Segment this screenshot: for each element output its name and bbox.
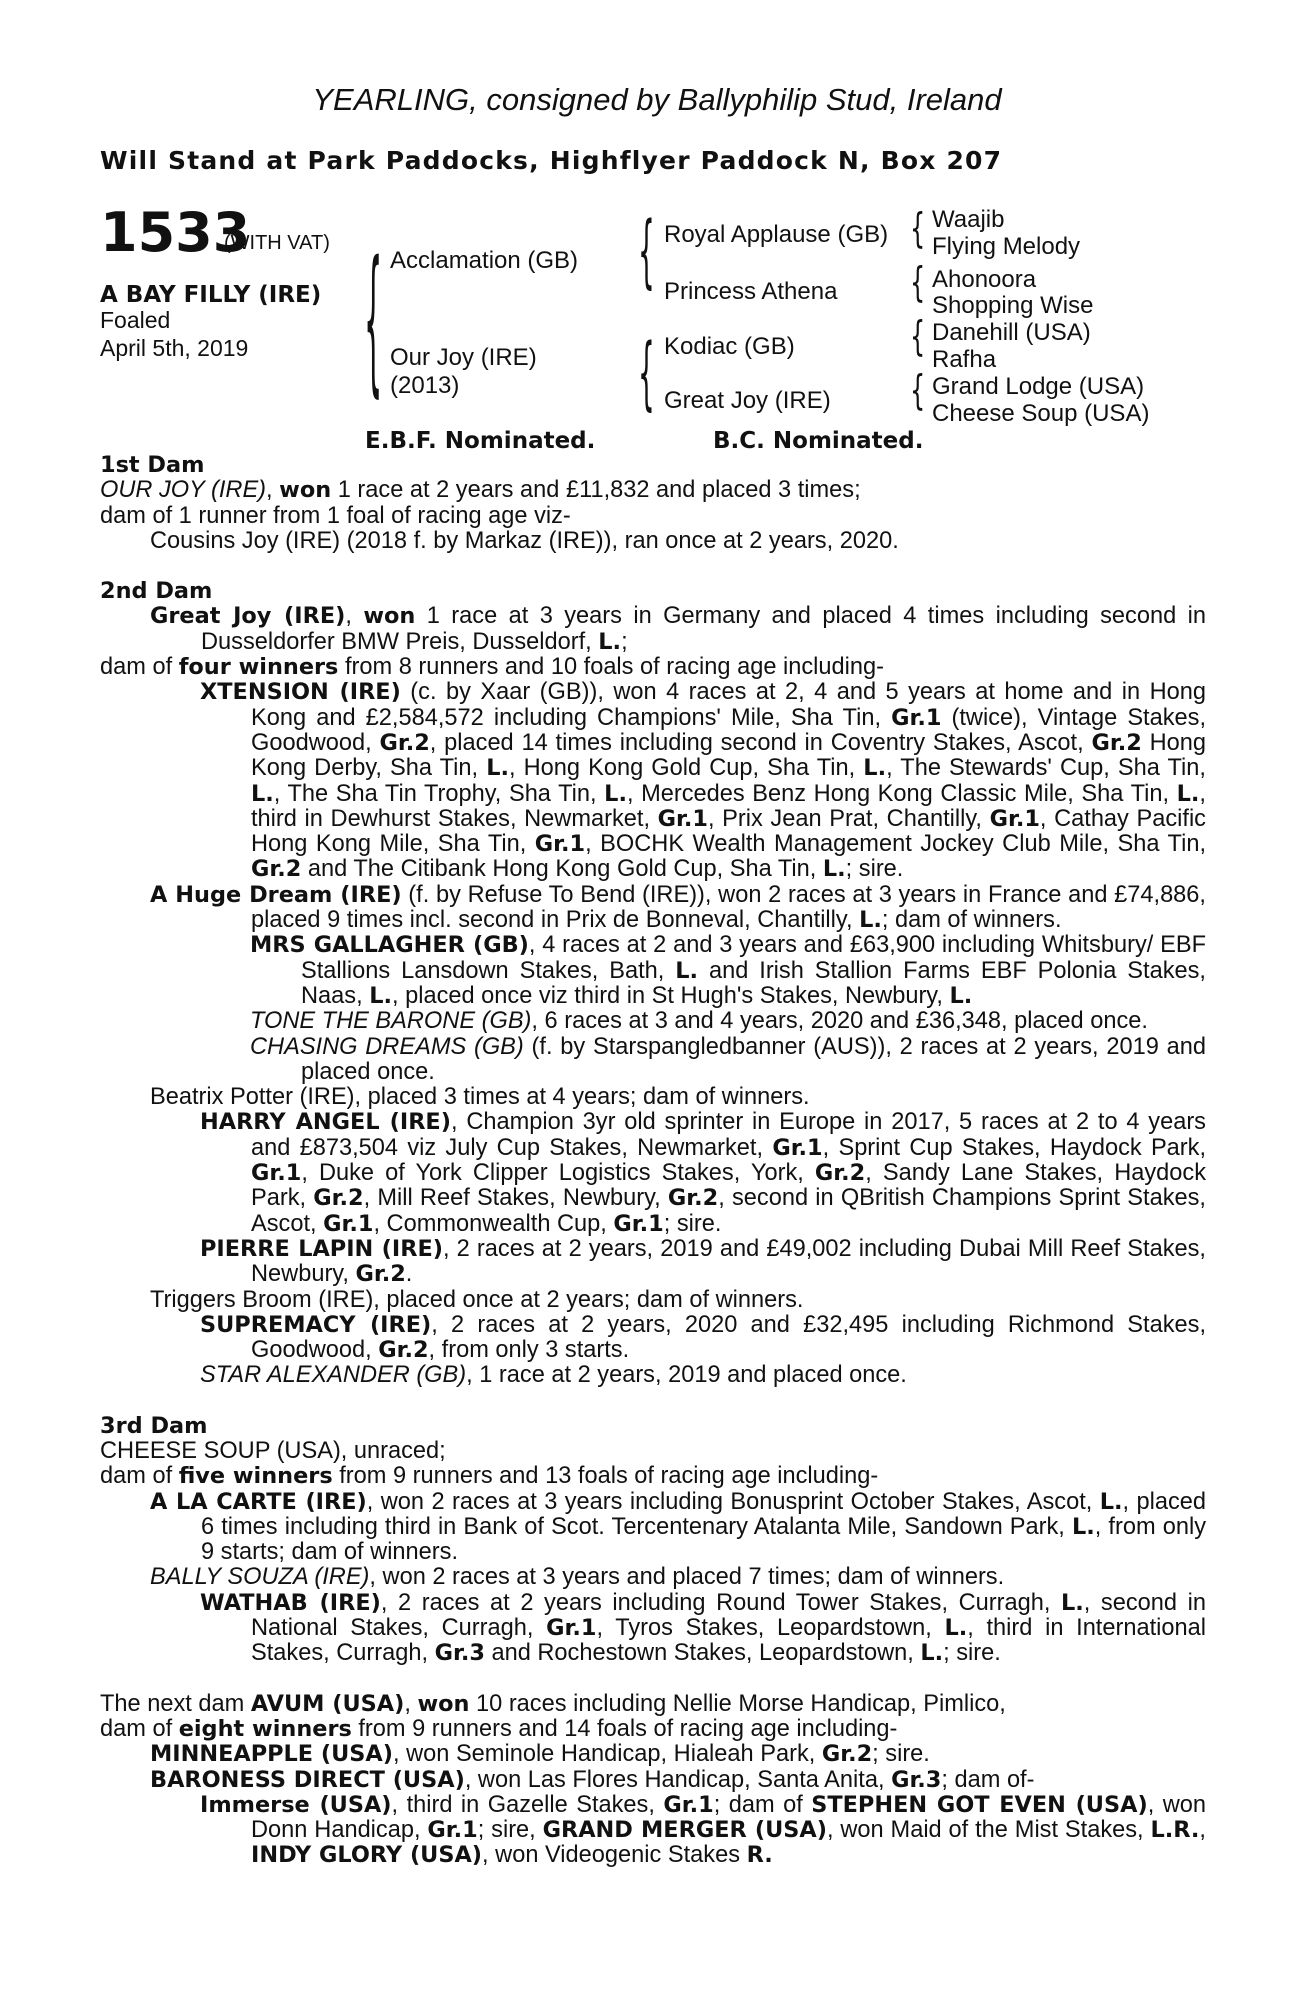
bold-text: Gr.2 bbox=[1091, 729, 1142, 756]
text-run: ; sire. bbox=[872, 1741, 930, 1768]
bold-text: PIERRE LAPIN (IRE) bbox=[200, 1235, 443, 1262]
bold-text: won bbox=[417, 1690, 470, 1717]
text-run: . bbox=[405, 1261, 413, 1288]
bold-text: MRS GALLAGHER (GB) bbox=[250, 932, 529, 959]
pedigree-brace-ggp-3: { bbox=[910, 312, 926, 361]
text-run: , Mill Reef Stakes, Newbury, bbox=[363, 1185, 668, 1212]
bold-text: L. bbox=[949, 982, 973, 1009]
bold-text: Gr.3 bbox=[434, 1640, 485, 1667]
text-run: , placed 6 times including third in Bank of Scot. Tercentenary Atalanta Mile, Sandown Park, bbox=[201, 1488, 1206, 1540]
text-run: , 2 races at 2 years including Round Tower Stakes, Curragh, bbox=[380, 1589, 1061, 1616]
text-run: and The Citibank Hong Kong Gold Cup, Sha Tin, bbox=[301, 856, 823, 883]
pedigree-ggp-5: Danehill (USA) bbox=[932, 319, 1091, 346]
bold-text: Great Joy (IRE) bbox=[150, 603, 346, 630]
text-run: , Hong Kong Gold Cup, Sha Tin, bbox=[508, 755, 864, 782]
bold-text: L. bbox=[859, 907, 882, 934]
bold-text: four winners bbox=[178, 654, 339, 681]
next-dam-record bbox=[100, 1692, 1206, 1717]
runner-bally-souza bbox=[100, 1565, 1206, 1590]
second-dam-produce bbox=[100, 655, 1206, 680]
text-run: , bbox=[345, 603, 364, 630]
bold-text: L. bbox=[920, 1640, 944, 1667]
text-run: from 9 runners and 13 foals of racing age including- bbox=[332, 1463, 879, 1490]
runner-triggers-broom bbox=[100, 1288, 1206, 1313]
text-run: , Prix Jean Prat, Chantilly, bbox=[707, 805, 990, 832]
pedigree-brace-ggp-2: { bbox=[910, 258, 926, 307]
pedigree-ggp-4: Shopping Wise bbox=[932, 292, 1094, 319]
bold-text: L. bbox=[604, 780, 627, 807]
bold-text: SUPREMACY (IRE) bbox=[200, 1311, 432, 1338]
bold-text: Immerse (USA) bbox=[200, 1791, 392, 1818]
pedigree-dam-sire: Kodiac (GB) bbox=[664, 333, 795, 360]
bold-text: Gr.1 bbox=[891, 704, 942, 731]
bold-text: STEPHEN GOT EVEN (USA) bbox=[811, 1791, 1148, 1818]
bold-text: A LA CARTE (IRE) bbox=[150, 1488, 367, 1515]
runner-xtension bbox=[100, 680, 1206, 882]
vat-note: (WITH VAT) bbox=[224, 232, 330, 254]
bold-text: Gr.2 bbox=[355, 1261, 406, 1288]
first-dam-line: OUR JOY (IRE), won 1 race at 2 years and £11,832 and placed 3 times; bbox=[100, 477, 861, 504]
pedigree-brace-main: { bbox=[364, 228, 383, 414]
runner-pierre-lapin bbox=[100, 1237, 1206, 1288]
second-dam-record bbox=[100, 604, 1206, 655]
bold-text: eight winners bbox=[178, 1715, 352, 1742]
bold-text: Gr.2 bbox=[378, 1337, 429, 1364]
text-run: dam of bbox=[100, 654, 179, 681]
bold-text: Gr.2 bbox=[379, 729, 430, 756]
bold-text: L.R. bbox=[1150, 1817, 1200, 1844]
text-run: , won Las Flores Handicap, Santa Anita, bbox=[464, 1766, 892, 1793]
text-run: , won 2 races at 3 years and placed 7 times; dam of winners. bbox=[369, 1564, 1005, 1591]
bold-text: Gr.2 bbox=[313, 1185, 364, 1212]
italic-text: TONE THE BARONE (GB) bbox=[250, 1008, 532, 1035]
text-run: CHEESE SOUP (USA), unraced; bbox=[100, 1437, 446, 1464]
text-run: , from only 9 starts; dam of winners. bbox=[201, 1513, 1207, 1566]
bold-text: Gr.2 bbox=[814, 1160, 866, 1187]
bold-text: L. bbox=[251, 780, 274, 807]
text-run: from 9 runners and 14 foals of racing age including- bbox=[351, 1715, 898, 1742]
pedigree-ggp-7: Grand Lodge (USA) bbox=[932, 373, 1145, 400]
runner-beatrix-potter bbox=[100, 1085, 1206, 1110]
bold-text: BARONESS DIRECT (USA) bbox=[150, 1766, 465, 1793]
text-run: Beatrix Potter (IRE), placed 3 times at 4 years; dam of winners. bbox=[150, 1084, 810, 1111]
runner-wathab bbox=[100, 1591, 1206, 1667]
pedigree-brace-sire: { bbox=[638, 205, 655, 298]
text-run: , won Maid of the Mist Stakes, bbox=[826, 1817, 1151, 1844]
bold-text: HARRY ANGEL (IRE) bbox=[200, 1109, 451, 1136]
text-run: , Sandy Lane Stakes, Haydock Park, bbox=[251, 1160, 1206, 1212]
text-run: , second in National Stakes, Curragh, bbox=[251, 1589, 1206, 1642]
bold-text: INDY GLORY (USA) bbox=[251, 1842, 483, 1869]
bold-text: Gr.1 bbox=[657, 805, 708, 832]
bold-text: L. bbox=[598, 628, 622, 655]
stand-location: Will Stand at Park Paddocks, Highflyer Paddock N, Box 207 bbox=[100, 146, 1003, 175]
text-run: , third in Dewhurst Stakes, Newmarket, bbox=[251, 780, 1206, 832]
runner-supremacy bbox=[100, 1313, 1206, 1364]
third-dam-name bbox=[100, 1439, 1206, 1464]
text-run: , won Seminole Handicap, Hialeah Park, bbox=[393, 1741, 822, 1768]
pedigree-sire-sire: Royal Applause (GB) bbox=[664, 221, 889, 248]
text-run: and Irish Stallion Farms EBF Polonia Stakes, Naas, bbox=[301, 957, 1206, 1009]
ebf-nominated: E.B.F. Nominated. bbox=[365, 428, 596, 454]
bold-text: Gr.2 bbox=[667, 1185, 719, 1212]
bold-text: R. bbox=[746, 1842, 773, 1869]
runner-a-la-carte bbox=[100, 1490, 1206, 1566]
pedigree-ggp-2: Flying Melody bbox=[932, 233, 1081, 260]
bold-text: WATHAB (IRE) bbox=[200, 1589, 381, 1616]
runner-baroness-direct bbox=[100, 1768, 1206, 1793]
text-run: ; sire. bbox=[943, 1640, 1001, 1667]
bold-text: Gr.1 bbox=[989, 805, 1040, 832]
pedigree-sire-dam: Princess Athena bbox=[664, 278, 838, 305]
bold-text: GRAND MERGER (USA) bbox=[542, 1817, 827, 1844]
text-run: ; bbox=[621, 628, 628, 655]
text-run: , The Stewards' Cup, Sha Tin, bbox=[886, 755, 1206, 782]
bold-text: L. bbox=[1176, 780, 1200, 807]
first-dam-won: won bbox=[279, 477, 332, 504]
bold-text: AVUM (USA) bbox=[250, 1690, 405, 1717]
pedigree-ggp-3: Ahonoora bbox=[932, 266, 1037, 293]
bold-text: Gr.2 bbox=[251, 856, 302, 883]
italic-text: CHASING DREAMS (GB) bbox=[250, 1033, 524, 1060]
text-run: dam of bbox=[100, 1463, 179, 1490]
runner-minneapple bbox=[100, 1742, 1206, 1767]
text-run: , placed 14 times including second in Coventry Stakes, Ascot, bbox=[429, 729, 1092, 756]
text-run: (f. by Starspangledbanner (AUS)), 2 races at 2 years, 2019 and placed once. bbox=[301, 1033, 1206, 1085]
bold-text: Gr.3 bbox=[891, 1766, 942, 1793]
text-run: , won Videogenic Stakes bbox=[482, 1842, 747, 1869]
runner-a-huge-dream bbox=[100, 883, 1206, 934]
text-run: , BOCHK Wealth Management Jockey Club Mile, Sha Tin, bbox=[585, 831, 1206, 858]
bold-text: XTENSION (IRE) bbox=[200, 679, 401, 706]
text-run: , bbox=[404, 1690, 418, 1717]
text-run: , third in Gazelle Stakes, bbox=[391, 1791, 664, 1818]
text-run: , placed once viz third in St Hugh's Stakes, Newbury, bbox=[391, 982, 950, 1009]
first-dam-runner: Cousins Joy (IRE) (2018 f. by Markaz (IRE)), ran once at 2 years, 2020. bbox=[150, 527, 899, 554]
pedigree-dam-dam: Great Joy (IRE) bbox=[664, 387, 831, 414]
text-run: (f. by Refuse To Bend (IRE)), won 2 races at 3 years in France and £74,886, placed 9 times incl. second in Prix de Bonneval, Chantilly, bbox=[251, 881, 1206, 934]
text-run: , Cathay Pacific Hong Kong Mile, Sha Tin, bbox=[251, 805, 1206, 858]
second-dam-heading-text: 2nd Dam bbox=[100, 578, 213, 605]
runner-immerse bbox=[100, 1793, 1206, 1869]
text-run: , 6 races at 3 and 4 years, 2020 and £36,348, placed once. bbox=[531, 1008, 1148, 1035]
bold-text: L. bbox=[1071, 1513, 1095, 1540]
text-run: , third in International Stakes, Curragh, bbox=[251, 1615, 1206, 1667]
italic-text: BALLY SOUZA (IRE) bbox=[150, 1564, 370, 1591]
bold-text: L. bbox=[822, 856, 846, 883]
bold-text: Gr.1 bbox=[546, 1615, 597, 1642]
next-dam-produce bbox=[100, 1717, 1206, 1742]
text-run: , Duke of York Clipper Logistics Stakes, York, bbox=[301, 1160, 815, 1187]
text-run: ; sire. bbox=[663, 1210, 722, 1237]
italic-text: STAR ALEXANDER (GB) bbox=[200, 1362, 467, 1389]
runner-tone-the-barone bbox=[100, 1009, 1206, 1034]
bold-text: L. bbox=[1099, 1488, 1123, 1515]
bold-text: L. bbox=[863, 755, 887, 782]
horse-name: A BAY FILLY (IRE) bbox=[100, 282, 322, 308]
text-run: 10 races including Nellie Morse Handicap, Pimlico, bbox=[469, 1690, 1006, 1717]
text-run: , 4 races at 2 and 3 years and £63,900 including Whitsbury/ EBF Stallions Lansdown Stakes, Bath, bbox=[301, 932, 1206, 984]
bold-text: A Huge Dream (IRE) bbox=[150, 881, 402, 908]
pedigree-dam: Our Joy (IRE) bbox=[390, 344, 537, 371]
pedigree-brace-dam: { bbox=[638, 327, 655, 420]
pedigree-brace-ggp-4: { bbox=[910, 366, 926, 415]
text-run: ; dam of winners. bbox=[881, 907, 1062, 934]
bold-text: Gr.1 bbox=[534, 831, 586, 858]
lot-number: 1533 bbox=[100, 201, 251, 264]
bold-text: L. bbox=[369, 982, 392, 1009]
text-run: , Champion 3yr old sprinter in Europe in 2017, 5 races at 2 to 4 years and £873,504 viz July Cup Stakes, Newmarket, bbox=[251, 1109, 1206, 1161]
text-run: , second in QBritish Champions Sprint Stakes, Ascot, bbox=[251, 1185, 1206, 1237]
text-run: ; sire. bbox=[845, 856, 904, 883]
bold-text: Gr.1 bbox=[613, 1210, 664, 1237]
text-run: dam of bbox=[100, 1715, 179, 1742]
bold-text: Gr.1 bbox=[427, 1817, 478, 1844]
text-run: , bbox=[1199, 1817, 1206, 1844]
bold-text: L. bbox=[1061, 1589, 1084, 1616]
bold-text: Gr.1 bbox=[323, 1210, 374, 1237]
first-dam-produce: dam of 1 runner from 1 foal of racing age viz- bbox=[100, 502, 571, 529]
pedigree-ggp-8: Cheese Soup (USA) bbox=[932, 400, 1150, 427]
pedigree-dam-year: (2013) bbox=[390, 372, 460, 399]
foaled-date: April 5th, 2019 bbox=[100, 335, 249, 361]
text-run: Triggers Broom (IRE), placed once at 2 years; dam of winners. bbox=[150, 1286, 804, 1313]
foaled-label: Foaled bbox=[100, 307, 171, 333]
text-run: ; sire, bbox=[477, 1817, 543, 1844]
text-run: , 2 races at 2 years, 2019 and £49,002 including Dubai Mill Reef Stakes, Newbury, bbox=[251, 1235, 1206, 1288]
consignment-heading: YEARLING, consigned by Ballyphilip Stud, Ireland bbox=[312, 82, 1002, 117]
text-run: , won Donn Handicap, bbox=[251, 1791, 1206, 1844]
text-run: , 1 race at 2 years, 2019 and placed once. bbox=[466, 1362, 907, 1389]
pedigree-sire: Acclamation (GB) bbox=[390, 247, 579, 274]
text-run: (twice), Vintage Stakes, Goodwood, bbox=[251, 704, 1207, 756]
first-dam-heading-text: 1st Dam bbox=[100, 452, 205, 478]
third-dam-heading bbox=[100, 1414, 1206, 1439]
text-run: Hong Kong Derby, Sha Tin, bbox=[251, 729, 1206, 782]
first-dam-heading bbox=[100, 453, 1206, 478]
first-dam-name: OUR JOY (IRE) bbox=[100, 477, 267, 504]
bold-text: L. bbox=[944, 1615, 968, 1642]
foaled-info bbox=[100, 306, 248, 362]
runner-mrs-gallagher bbox=[100, 933, 1206, 1009]
text-run: from 8 runners and 10 foals of racing age including- bbox=[338, 654, 884, 681]
bold-text: L. bbox=[486, 755, 509, 782]
text-run: (c. by Xaar (GB)), won 4 races at 2, 4 and 5 years at home and in Hong Kong and £2,584,572 including Champions' Mile, Sha Tin, bbox=[251, 679, 1206, 731]
bold-text: Gr.1 bbox=[663, 1791, 714, 1818]
text-run: The next dam bbox=[100, 1690, 251, 1717]
runner-harry-angel bbox=[100, 1110, 1206, 1236]
bold-text: five winners bbox=[178, 1463, 333, 1490]
third-dam-heading-text: 3rd Dam bbox=[100, 1412, 208, 1439]
pedigree-ggp-1: Waajib bbox=[932, 206, 1005, 233]
text-run: , The Sha Tin Trophy, Sha Tin, bbox=[273, 780, 605, 807]
bold-text: MINNEAPPLE (USA) bbox=[150, 1741, 393, 1768]
text-run: , 2 races at 2 years, 2020 and £32,495 including Richmond Stakes, Goodwood, bbox=[251, 1311, 1206, 1364]
text-run: , Sprint Cup Stakes, Haydock Park, bbox=[822, 1134, 1207, 1161]
bc-nominated: B.C. Nominated. bbox=[713, 428, 924, 454]
text-run: ; dam of bbox=[713, 1791, 812, 1818]
runner-star-alexander bbox=[100, 1363, 1206, 1388]
bold-text: Gr.1 bbox=[251, 1160, 302, 1187]
runner-chasing-dreams bbox=[100, 1035, 1206, 1086]
pedigree-brace-ggp-1: { bbox=[910, 204, 926, 253]
text-run: , from only 3 starts. bbox=[428, 1337, 630, 1364]
text-run: , Commonwealth Cup, bbox=[373, 1210, 614, 1237]
text-run: and Rochestown Stakes, Leopardstown, bbox=[484, 1640, 921, 1667]
first-dam-record: 1 race at 2 years and £11,832 and placed 3 times; bbox=[331, 477, 861, 504]
bold-text: Gr.1 bbox=[772, 1134, 823, 1161]
second-dam-heading bbox=[100, 579, 1206, 604]
pedigree-ggp-6: Rafha bbox=[932, 346, 997, 373]
bold-text: L. bbox=[675, 957, 699, 984]
text-run: , Mercedes Benz Hong Kong Classic Mile, Sha Tin, bbox=[626, 780, 1177, 807]
third-dam-produce bbox=[100, 1464, 1206, 1489]
bold-text: Gr.2 bbox=[821, 1741, 873, 1768]
text-run: , Tyros Stakes, Leopardstown, bbox=[596, 1615, 945, 1642]
produce-record bbox=[100, 453, 1206, 1869]
text-run: 1 race at 3 years in Germany and placed 4 times including second in Dusseldorfer BMW Preis, Dusseldorf, bbox=[201, 603, 1206, 655]
text-run: ; dam of- bbox=[941, 1766, 1035, 1793]
bold-text: won bbox=[363, 603, 416, 630]
text-run: , won 2 races at 3 years including Bonusprint October Stakes, Ascot, bbox=[366, 1488, 1100, 1515]
